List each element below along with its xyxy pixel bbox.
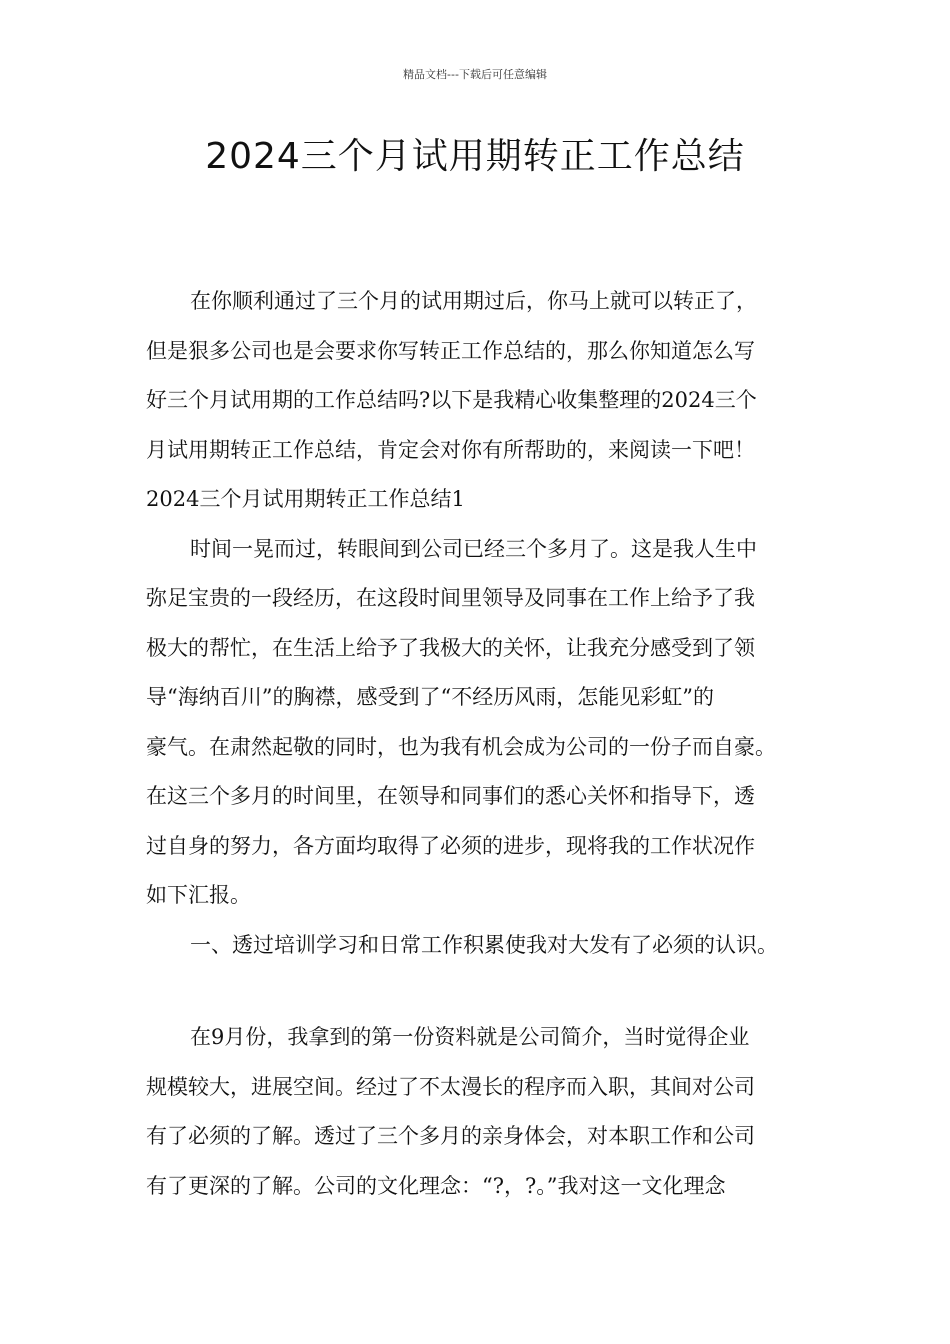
paragraph-line: 弥足宝贵的一段经历，在这段时间里领导及同事在工作上给予了我 [146, 586, 755, 610]
paragraph-line: 豪气。在肃然起敬的同时，也为我有机会成为公司的一份子而自豪。 [146, 734, 776, 759]
paragraph-line: 月试用期转正工作总结，肯定会对你有所帮助的，来阅读一下吧！ [146, 437, 755, 462]
paragraph-line: 但是狠多公司也是会要求你写转正工作总结的，那么你知道怎么写 [146, 338, 755, 363]
paragraph-line: 在9月份，我拿到的第一份资料就是公司简介，当时觉得企业 [190, 1025, 750, 1049]
paragraph-line: 在这三个多月的时间里，在领导和同事们的悉心关怀和指导下，透 [146, 784, 755, 808]
document-title: 2024三个月试用期转正工作总结 [205, 136, 745, 177]
paragraph-line: 极大的帮忙，在生活上给予了我极大的关怀，让我充分感受到了领 [146, 635, 755, 660]
paragraph-line: 有了更深的了解。公司的文化理念：“?，?。”我对这一文化理念 [146, 1173, 726, 1198]
paragraph-line: 导“海纳百川”的胸襟，感受到了“不经历风雨，怎能见彩虹”的 [146, 685, 714, 709]
body-text-block-1 [146, 277, 808, 970]
paragraph-line: 过自身的努力，各方面均取得了必须的进步，现将我的工作状况作 [146, 833, 755, 858]
header-note: 精品文档---下载后可任意编辑 [403, 68, 547, 81]
body-text-block-2 [146, 1013, 808, 1211]
paragraph-line: 如下汇报。 [146, 883, 251, 907]
paragraph-line: 时间一晃而过，转眼间到公司已经三个多月了。这是我人生中 [190, 536, 757, 561]
subsection-heading: 一、透过培训学习和日常工作积累使我对大发有了必须的认识。 [190, 932, 778, 957]
paragraph-line: 规模较大，进展空间。经过了不太漫长的程序而入职，其间对公司 [146, 1074, 755, 1099]
section-heading: 2024三个月试用期转正工作总结1 [146, 487, 465, 511]
paragraph-line: 在你顺利通过了三个月的试用期过后，你马上就可以转正了， [190, 289, 757, 313]
paragraph-line: 有了必须的了解。透过了三个多月的亲身体会，对本职工作和公司 [146, 1124, 755, 1148]
paragraph-line: 好三个月试用期的工作总结吗?以下是我精心收集整理的2024三个 [146, 388, 757, 412]
